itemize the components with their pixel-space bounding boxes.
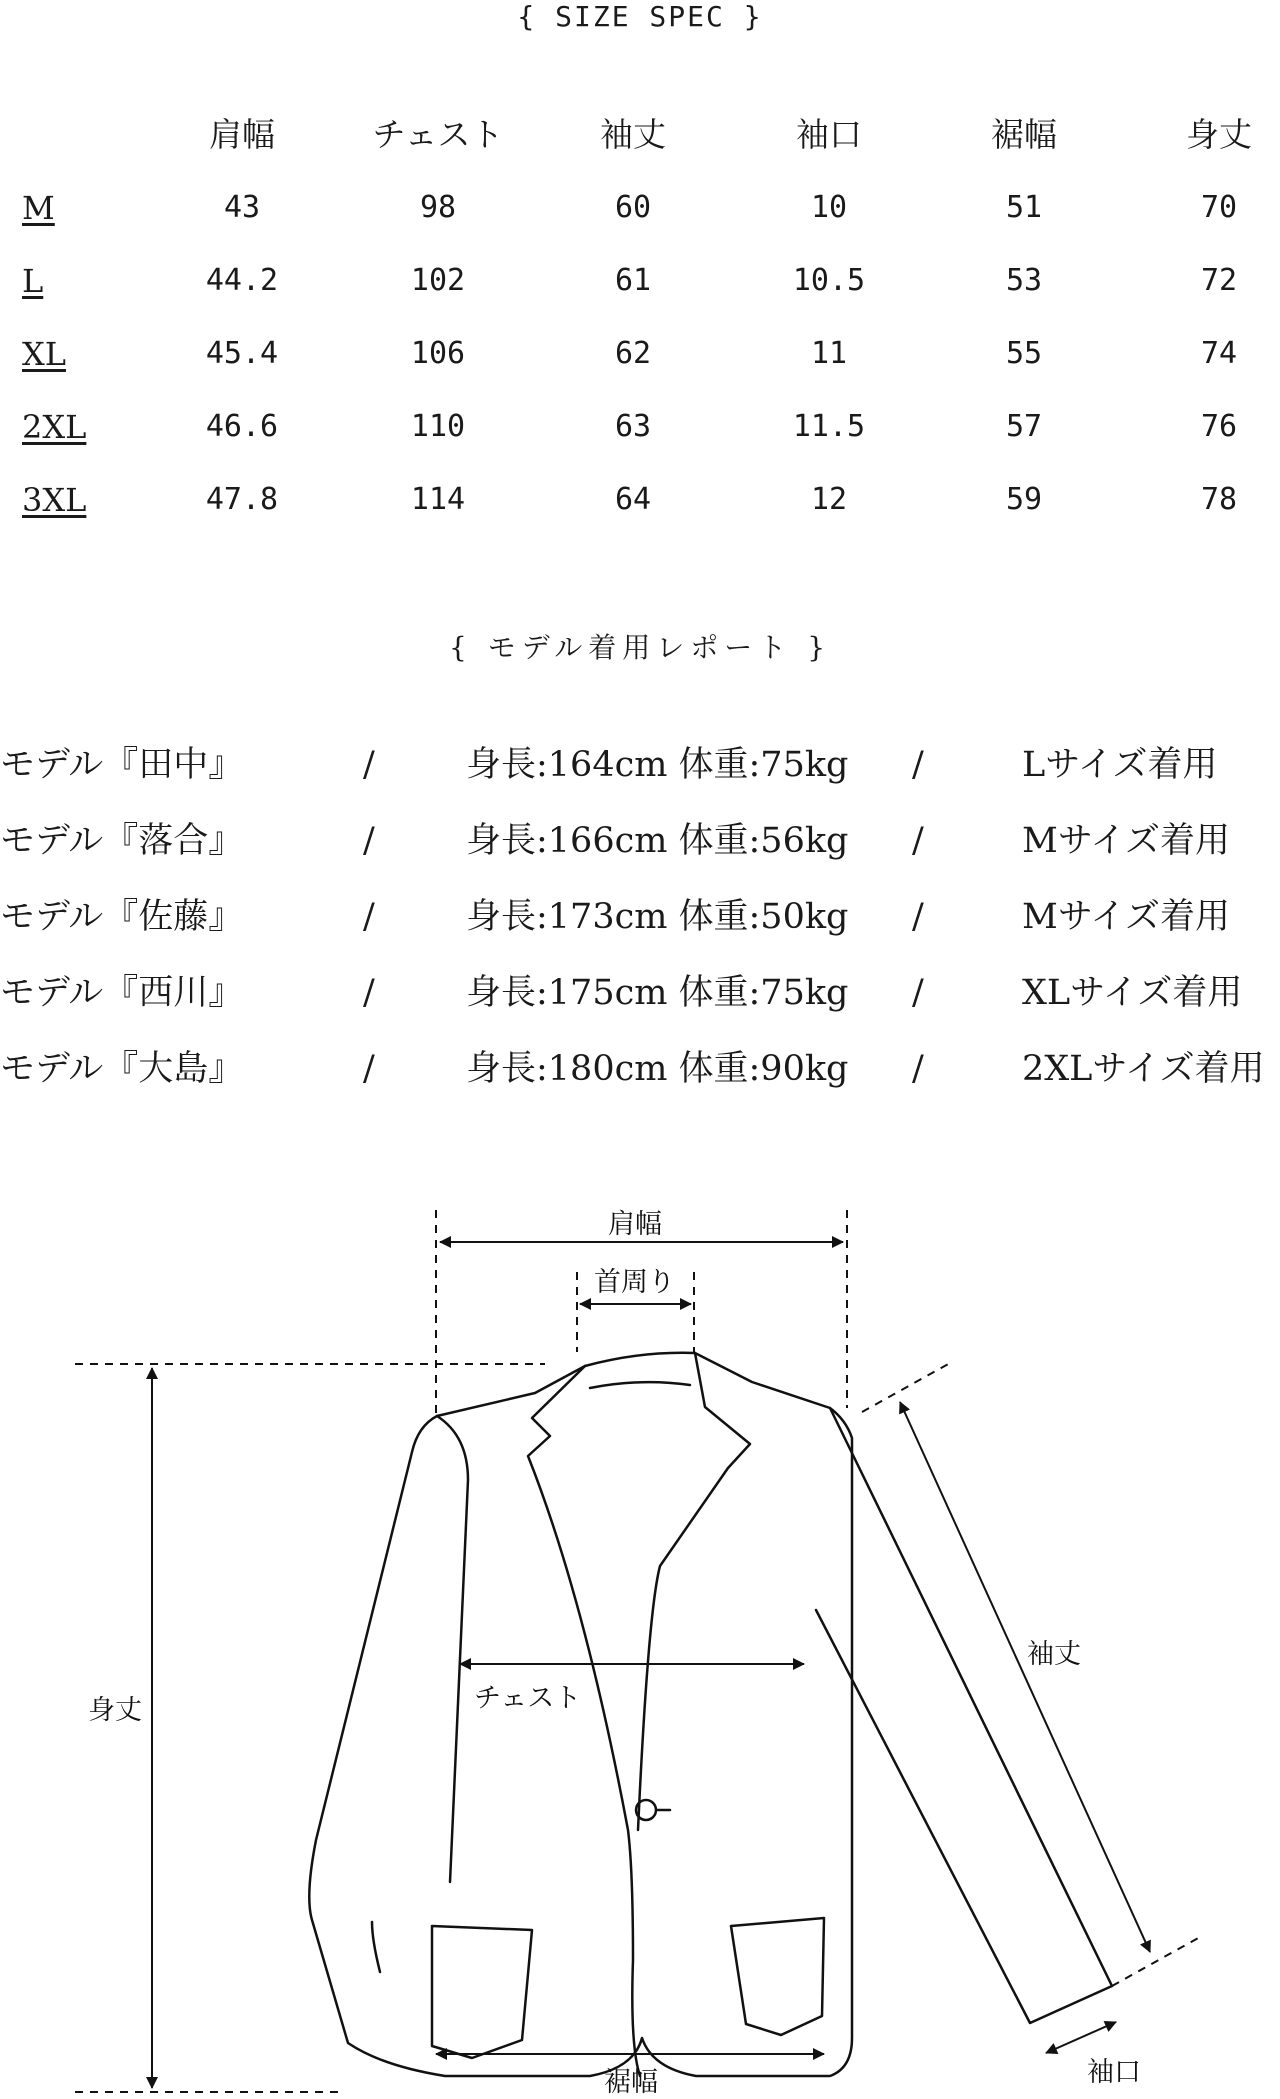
size-row-xl (0, 329, 1280, 379)
size-row-2xl (0, 402, 1280, 452)
model-row (0, 887, 1280, 947)
table-cell: 114 (410, 482, 466, 517)
table-cell: 78 (1200, 482, 1238, 517)
label-hem: 裾幅 (604, 2067, 658, 2098)
label-cuff: 袖口 (1087, 2057, 1141, 2088)
table-cell: 55 (1005, 336, 1043, 371)
table-cell: 47.8 (205, 482, 279, 517)
table-cell: 10.5 (792, 263, 866, 298)
table-cell: 98 (419, 190, 457, 225)
model-name: モデル『佐藤』 (0, 897, 244, 937)
table-cell: 11 (810, 336, 848, 371)
model-row (0, 963, 1280, 1023)
label-neck: 首周り (594, 1267, 675, 1298)
table-cell: 60 (614, 190, 652, 225)
column-header-shoulder: 肩幅 (209, 115, 275, 154)
table-cell: 61 (614, 263, 652, 298)
table-cell: 106 (410, 336, 466, 371)
jacket-outline-icon (0, 1180, 1280, 2098)
separator: / (912, 745, 924, 785)
table-cell: 44.2 (205, 263, 279, 298)
size-label[interactable]: 3XL (22, 481, 87, 519)
model-size-worn: 2XLサイズ着用 (1022, 1049, 1265, 1089)
separator: / (363, 973, 375, 1013)
table-cell: 57 (1005, 409, 1043, 444)
table-cell: 45.4 (205, 336, 279, 371)
table-cell: 62 (614, 336, 652, 371)
model-name: モデル『田中』 (0, 745, 244, 785)
model-name: モデル『西川』 (0, 973, 244, 1013)
table-cell: 46.6 (205, 409, 279, 444)
column-header-chest: チェスト (372, 115, 504, 154)
model-size-worn: Mサイズ着用 (1022, 897, 1231, 937)
size-row-m (0, 183, 1280, 233)
model-body-stats: 身長:173cm 体重:50kg (466, 897, 849, 937)
table-cell: 51 (1005, 190, 1043, 225)
model-row (0, 735, 1280, 795)
model-size-worn: Mサイズ着用 (1022, 821, 1231, 861)
column-header-sleeve-length: 袖丈 (600, 115, 666, 154)
model-body-stats: 身長:180cm 体重:90kg (466, 1049, 849, 1089)
size-spec-title: { SIZE SPEC } (517, 0, 763, 33)
table-cell: 53 (1005, 263, 1043, 298)
table-cell: 74 (1200, 336, 1238, 371)
model-name: モデル『大島』 (0, 1049, 244, 1089)
separator: / (363, 821, 375, 861)
separator: / (363, 745, 375, 785)
model-report-title: { モデル着用レポート } (448, 631, 832, 664)
table-cell: 10 (810, 190, 848, 225)
model-body-stats: 身長:166cm 体重:56kg (466, 821, 849, 861)
size-row-l (0, 256, 1280, 306)
size-label[interactable]: XL (22, 335, 67, 373)
table-cell: 72 (1200, 263, 1238, 298)
separator: / (912, 1049, 924, 1089)
label-chest: チェスト (474, 1683, 582, 1714)
table-cell: 12 (810, 482, 848, 517)
table-cell: 102 (410, 263, 466, 298)
column-header-cuff: 袖口 (796, 115, 862, 154)
separator: / (912, 973, 924, 1013)
model-size-worn: XLサイズ着用 (1022, 973, 1243, 1013)
column-header-hem: 裾幅 (991, 115, 1057, 154)
model-size-worn: Lサイズ着用 (1022, 745, 1218, 785)
size-row-3xl (0, 475, 1280, 525)
model-name: モデル『落合』 (0, 821, 244, 861)
jacket-measurement-diagram (0, 1180, 1280, 2098)
size-table-header (0, 110, 1280, 160)
table-cell: 43 (223, 190, 261, 225)
label-length: 身丈 (88, 1695, 142, 1726)
separator: / (363, 897, 375, 937)
size-label[interactable]: M (22, 189, 55, 227)
label-shoulder: 肩幅 (608, 1209, 662, 1240)
table-cell: 11.5 (792, 409, 866, 444)
model-row (0, 1039, 1280, 1099)
label-sleeve-length: 袖丈 (1027, 1639, 1081, 1670)
model-body-stats: 身長:175cm 体重:75kg (466, 973, 849, 1013)
separator: / (912, 897, 924, 937)
separator: / (912, 821, 924, 861)
table-cell: 110 (410, 409, 466, 444)
model-row (0, 811, 1280, 871)
size-label[interactable]: 2XL (22, 408, 87, 446)
table-cell: 76 (1200, 409, 1238, 444)
table-cell: 59 (1005, 482, 1043, 517)
table-cell: 70 (1200, 190, 1238, 225)
size-label[interactable]: L (22, 262, 44, 300)
column-header-length: 身丈 (1186, 115, 1252, 154)
table-cell: 63 (614, 409, 652, 444)
model-body-stats: 身長:164cm 体重:75kg (466, 745, 849, 785)
table-cell: 64 (614, 482, 652, 517)
separator: / (363, 1049, 375, 1089)
